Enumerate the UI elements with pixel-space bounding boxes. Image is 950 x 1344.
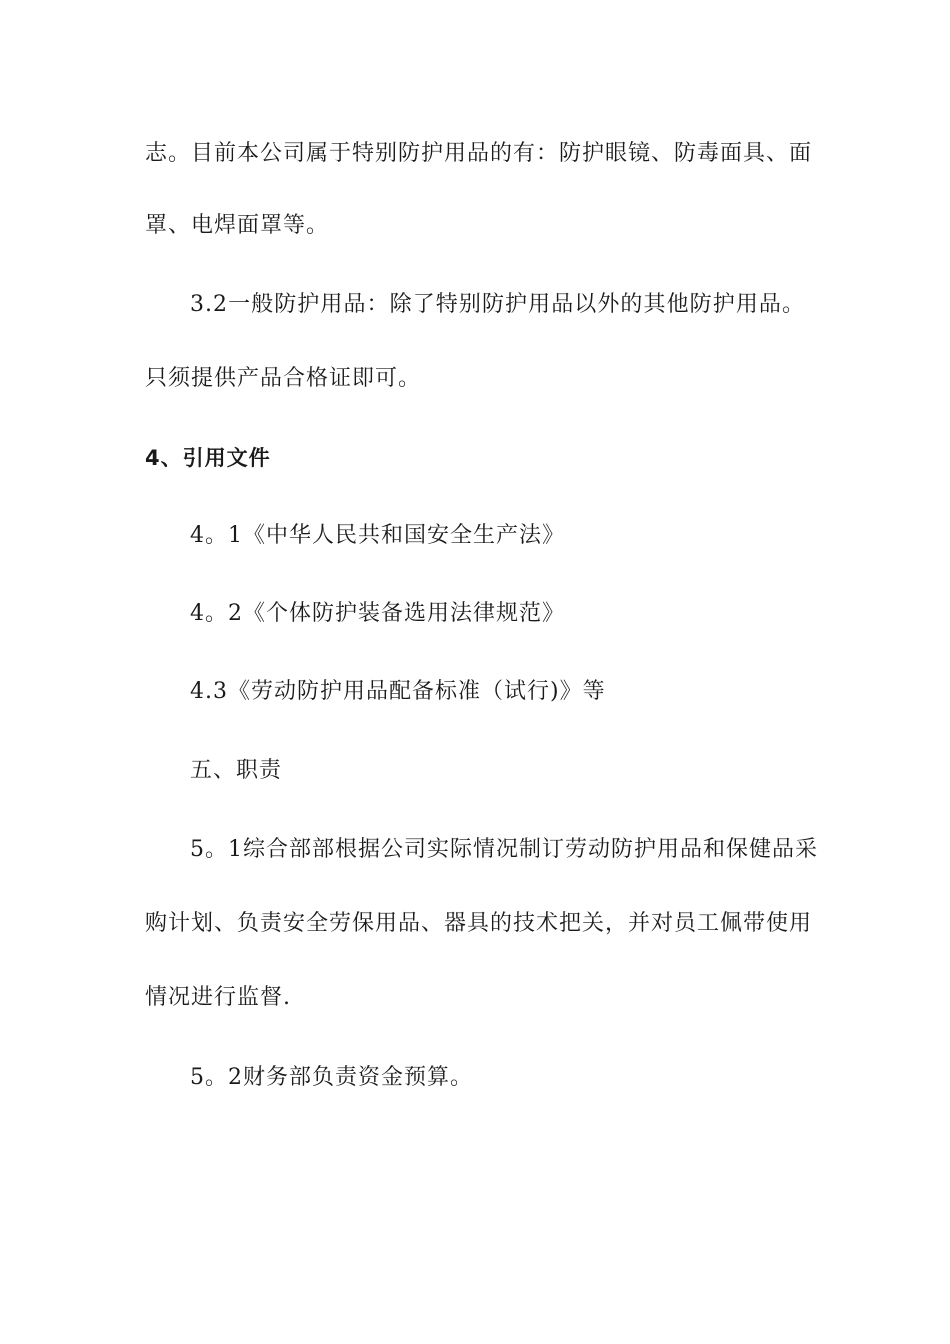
paragraph-line: 情况进行监督. [145,985,291,1010]
section-heading: 五、职责 [190,758,283,783]
paragraph-line: 购计划、负责安全劳保用品、器具的技术把关，并对员工佩带使用 [145,911,813,936]
paragraph-line: 志。目前本公司属于特别防护用品的有：防护眼镜、防毒面具、面 [145,141,813,166]
paragraph-line: 3.2一般防护用品：除了特别防护用品以外的其他防护用品。 [190,292,805,317]
paragraph-line: 5。1综合部部根据公司实际情况制订劳动防护用品和保健品采 [190,837,818,862]
list-item: 4。2《个体防护装备选用法律规范》 [190,601,565,626]
paragraph-line: 5。2财务部负责资金预算。 [190,1065,473,1090]
paragraph-line: 只须提供产品合格证即可。 [145,366,422,391]
list-item: 4.3《劳动防护用品配备标准（试行)》等 [190,679,606,704]
paragraph-line: 罩、电焊面罩等。 [145,213,330,238]
section-heading: 4、引用文件 [145,446,271,470]
list-item: 4。1《中华人民共和国安全生产法》 [190,523,565,548]
